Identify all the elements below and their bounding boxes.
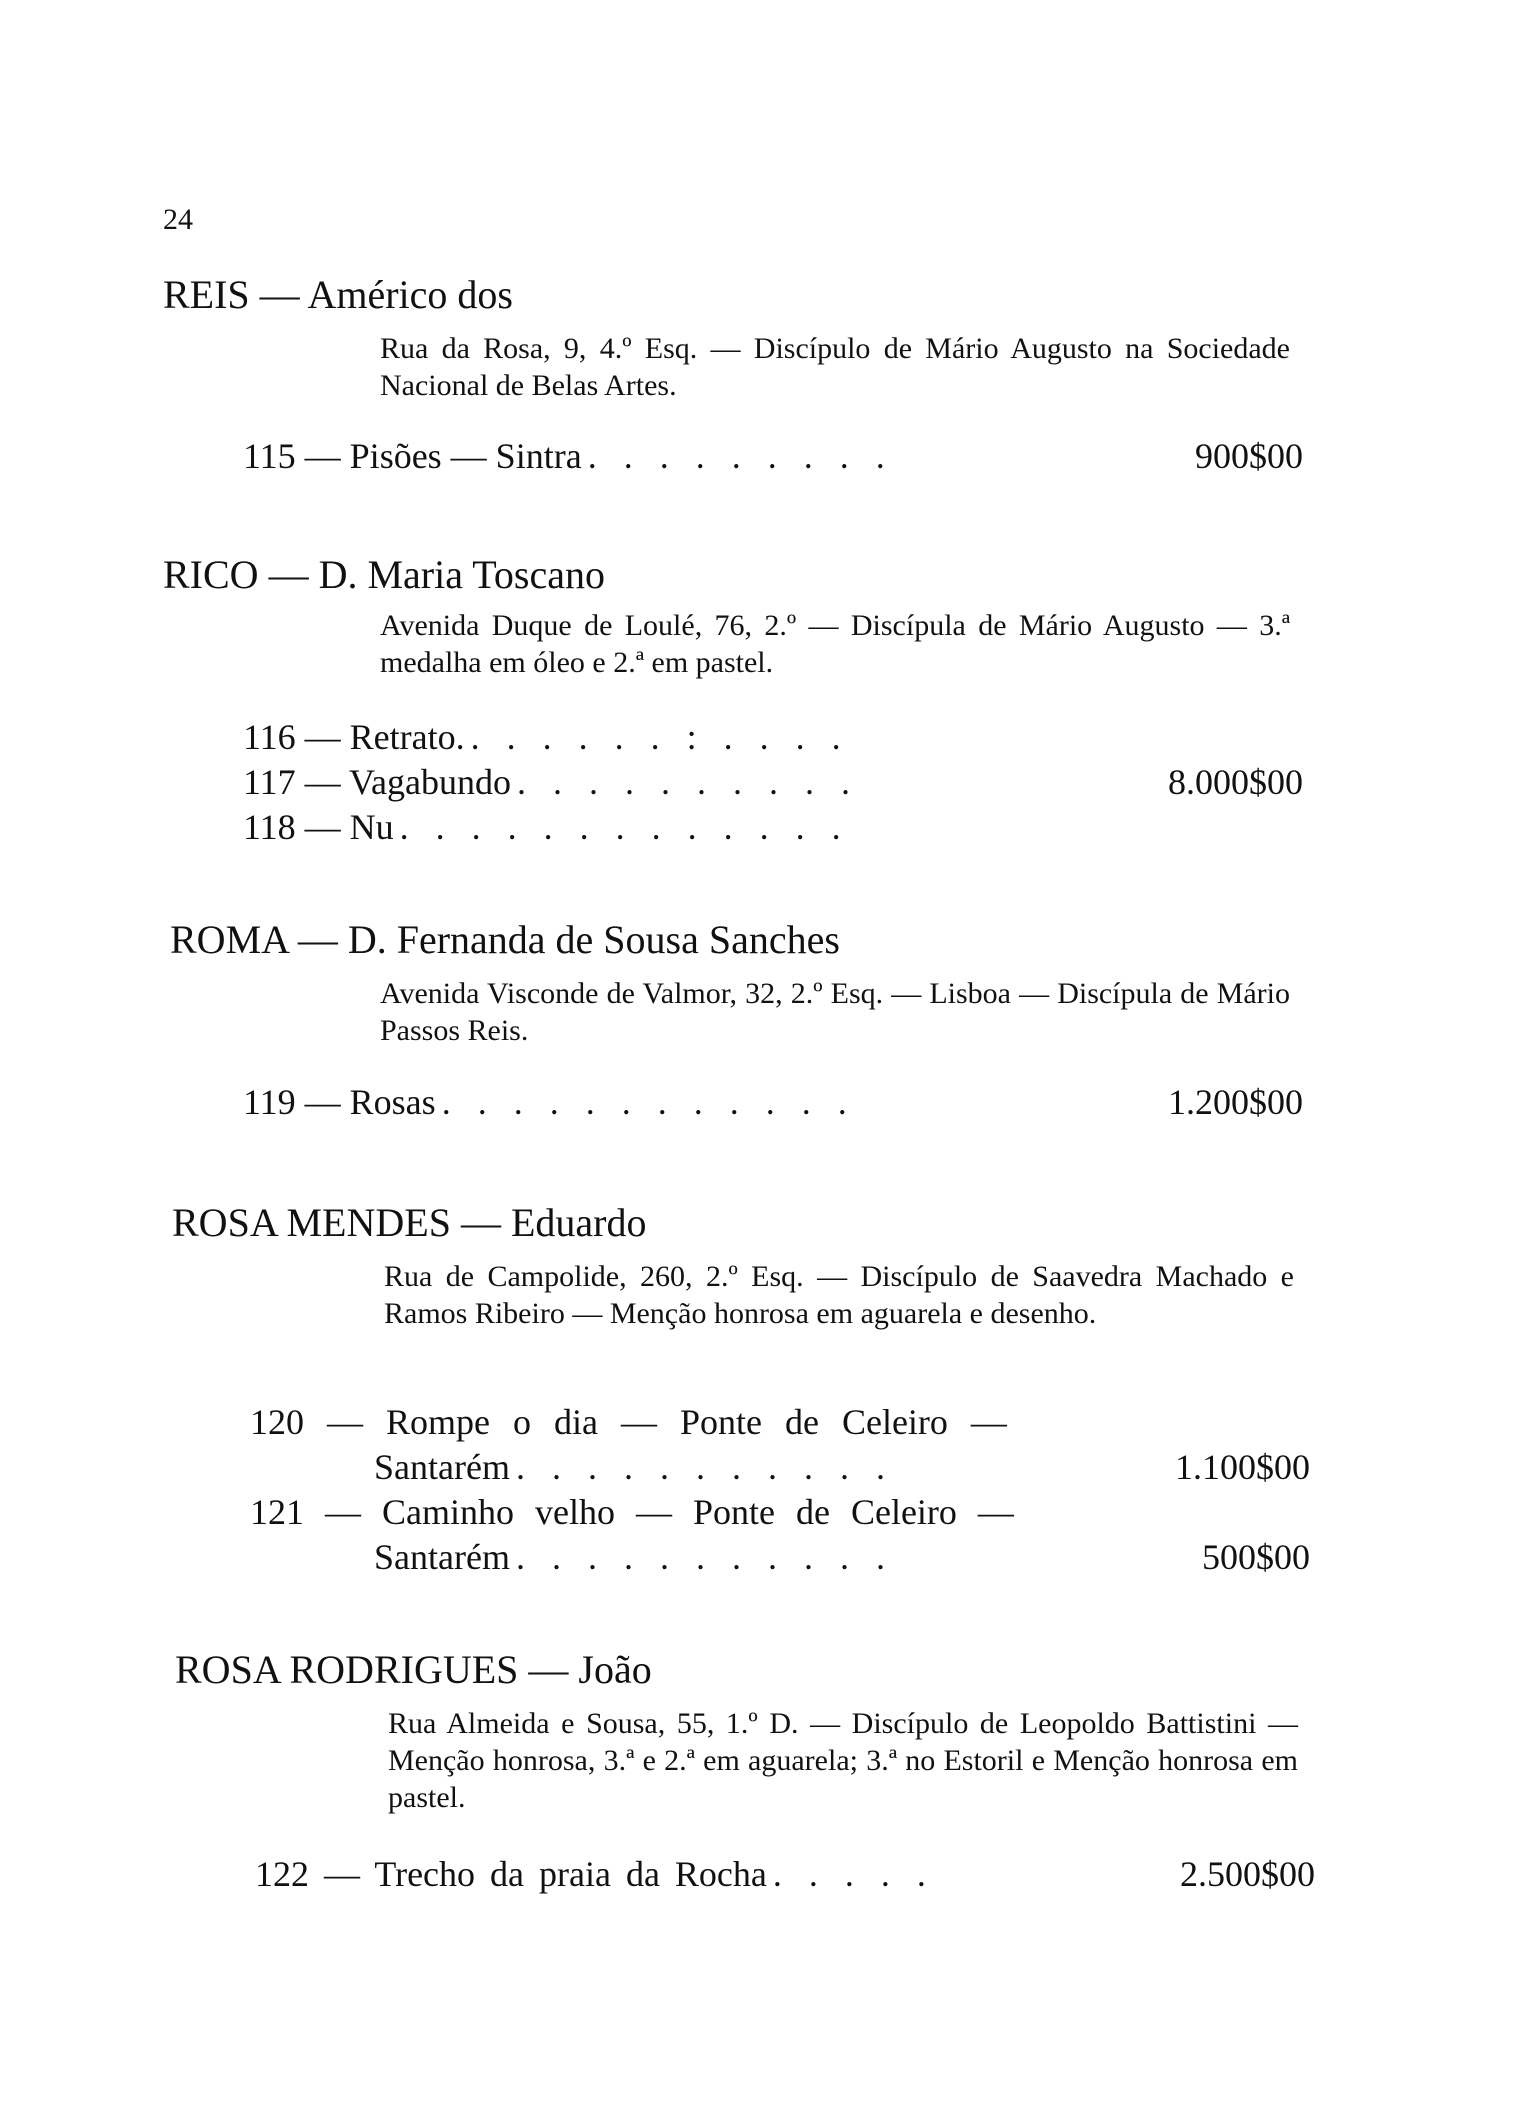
work-item <box>243 715 1303 760</box>
dot-leader: . . . . . . . . . <box>587 436 894 476</box>
work-price: 900$00 <box>1195 436 1303 476</box>
dot-leader: . . . . . . . . . . . . . <box>399 807 850 847</box>
work-item <box>243 1080 1303 1125</box>
work-item <box>255 1852 1315 1897</box>
artist-heading: RICO — D. Maria Toscano <box>163 552 605 597</box>
work-title: 115 — Pisões — Sintra <box>243 436 582 476</box>
work-title: 121 — Caminho velho — Ponte de Celeiro — <box>250 1492 1014 1532</box>
work-price: 8.000$00 <box>1168 762 1303 802</box>
work-item <box>250 1490 1310 1580</box>
work-price: 1.200$00 <box>1168 1082 1303 1122</box>
work-title: 119 — Rosas <box>243 1082 436 1122</box>
works-list <box>243 434 1303 479</box>
artist-description: Avenida Visconde de Valmor, 32, 2.º Esq. — Lisboa — Discípula de Mário Passos Reis. <box>380 977 1290 1047</box>
dot-leader: . . . . . . . . . . . . <box>441 1082 856 1122</box>
dot-leader: . . . . . . : . . . . <box>470 717 850 757</box>
work-item <box>243 434 1303 479</box>
dot-leader: . . . . . . . . . . . <box>515 1537 894 1577</box>
artist-heading: ROMA — D. Fernanda de Sousa Sanches <box>170 917 840 962</box>
work-price: 1.100$00 <box>1175 1447 1310 1487</box>
work-title: 120 — Rompe o dia — Ponte de Celeiro — <box>250 1402 1007 1442</box>
work-title: 118 — Nu <box>243 807 394 847</box>
page-number: 24 <box>163 203 193 236</box>
work-price: 500$00 <box>1202 1537 1310 1577</box>
works-list <box>243 1080 1303 1125</box>
work-title-continued: Santarém <box>374 1447 510 1487</box>
works-list <box>255 1852 1315 1897</box>
dot-leader: . . . . . . . . . . . <box>515 1447 894 1487</box>
artist-heading: ROSA RODRIGUES — João <box>175 1647 652 1692</box>
works-list <box>243 715 1303 850</box>
work-item <box>243 805 1303 850</box>
work-price: 2.500$00 <box>1180 1854 1315 1894</box>
work-title-continued: Santarém <box>374 1537 510 1577</box>
artist-description: Rua da Rosa, 9, 4.º Esq. — Discípulo de Mário Augusto na Sociedade Nacional de Belas Artes. <box>380 332 1290 402</box>
artist-heading: ROSA MENDES — Eduardo <box>172 1200 647 1245</box>
work-title: 122 — Trecho da praia da Rocha <box>255 1854 767 1894</box>
work-title: 116 — Retrato. <box>243 717 465 757</box>
dot-leader: . . . . . <box>772 1854 935 1894</box>
work-title: 117 — Vagabundo <box>243 762 511 802</box>
dot-leader: . . . . . . . . . . <box>516 762 859 802</box>
artist-description: Rua Almeida e Sousa, 55, 1.º D. — Discípulo de Leopoldo Battistini — Menção honrosa, 3.ª e 2.ª em aguarela; 3.ª no Estoril e Menção honrosa em pastel. <box>388 1707 1298 1814</box>
work-item <box>243 760 1303 805</box>
works-list <box>250 1400 1310 1580</box>
artist-description: Avenida Duque de Loulé, 76, 2.º — Discípula de Mário Augusto — 3.ª medalha em óleo e 2.ª em pastel. <box>380 609 1290 679</box>
work-item <box>250 1400 1310 1490</box>
artist-heading: REIS — Américo dos <box>163 272 513 317</box>
artist-description: Rua de Campolide, 260, 2.º Esq. — Discípulo de Saavedra Machado e Ramos Ribeiro — Menção honrosa em aguarela e desenho. <box>384 1260 1294 1330</box>
